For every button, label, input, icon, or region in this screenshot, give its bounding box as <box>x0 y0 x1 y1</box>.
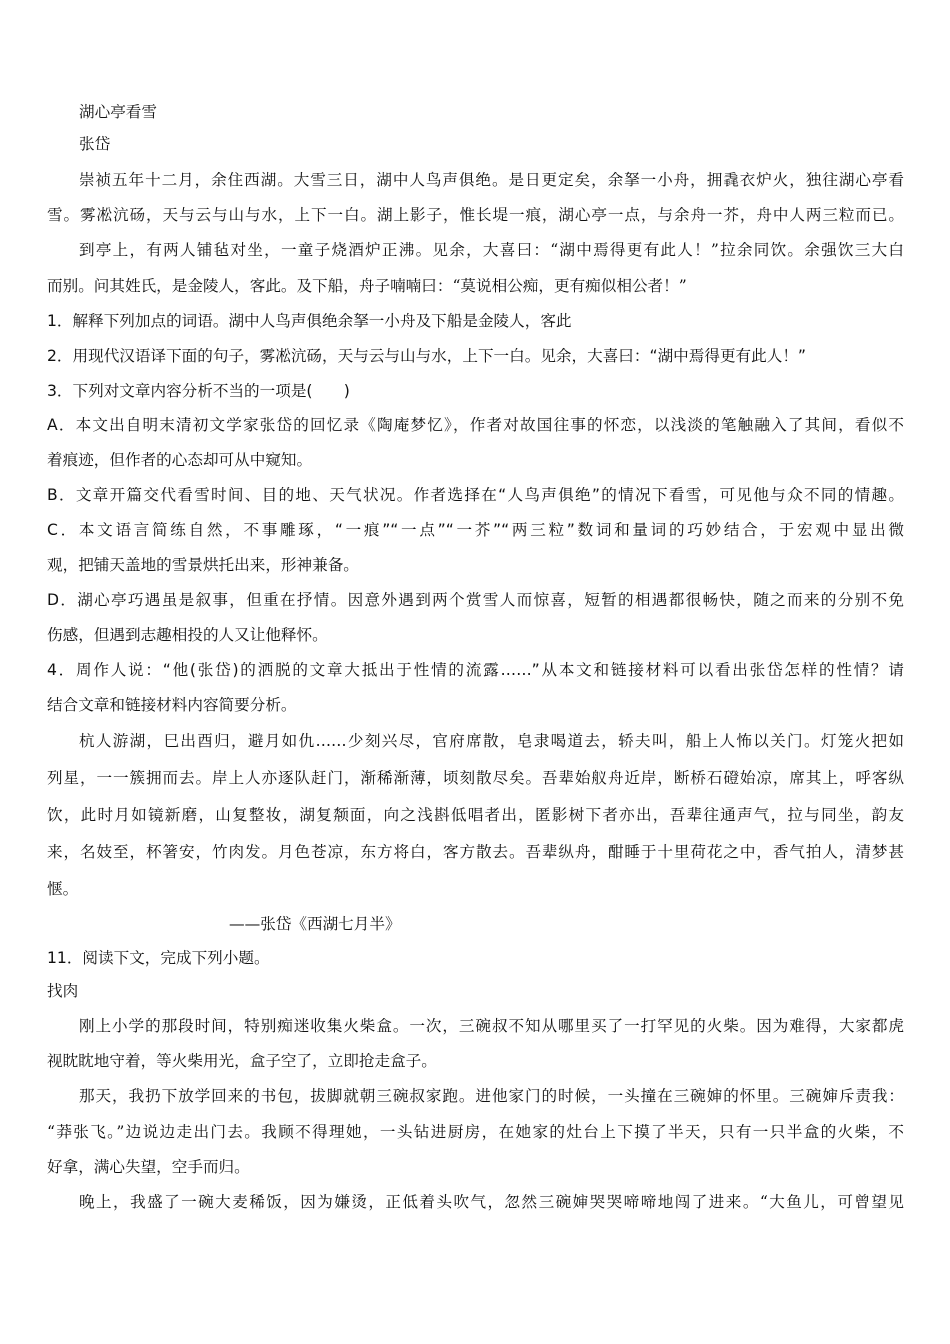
question-1: 1．解释下列加点的词语。湖中人鸟声俱绝余拏一小舟及下船是金陵人，客此 <box>47 312 572 330</box>
option-c-cont: 观，把铺天盖地的雪景烘托出来，形神兼备。 <box>47 556 359 574</box>
story-line: 晚上，我盛了一碗大麦稀饭，因为嫌烫，正低着头吹气，忽然三碗婶哭哭啼啼地闯了进来。“大鱼儿，可曾望见 <box>79 1193 904 1211</box>
passage-line: 雪。雾凇沆砀，天与云与山与水，上下一白。湖上影子，惟长堤一痕，湖心亭一点，与余舟一芥，舟中人两三粒而已。 <box>47 206 904 224</box>
story-line: 好拿，满心失望，空手而归。 <box>47 1158 250 1176</box>
passage-line: 崇祯五年十二月，余住西湖。大雪三日，湖中人鸟声俱绝。是日更定矣，余拏一小舟，拥毳衣炉火，独往湖心亭看 <box>79 171 904 189</box>
option-a: A．本文出自明末清初文学家张岱的回忆录《陶庵梦忆》，作者对故国往事的怀恋，以浅淡的笔触融入了其间，看似不 <box>47 416 904 434</box>
story-line: 视眈眈地守着，等火柴用光，盒子空了，立即抢走盒子。 <box>47 1052 437 1070</box>
story-line: “莽张飞。”边说边走出门去。我顾不得理她，一头钻进厨房，在她家的灶台上下摸了半天，只有一只半盒的火柴，不 <box>47 1123 904 1141</box>
option-d: D．湖心亭巧遇虽是叙事，但重在抒情。因意外遇到两个赏雪人而惊喜，短暂的相遇都很畅快，随之而来的分别不免 <box>47 591 904 609</box>
link-material-line: 来，名妓至，杯箸安，竹肉发。月色苍凉，东方将白，客方散去。吾辈纵舟，酣睡于十里荷花之中，香气拍人，清梦甚 <box>47 843 904 861</box>
story-line: 那天，我扔下放学回来的书包，拔脚就朝三碗叔家跑。进他家门的时候，一头撞在三碗婶的怀里。三碗婶斥责我： <box>79 1087 904 1105</box>
question-3: 3．下列对文章内容分析不当的一项是( ) <box>47 382 350 400</box>
link-material-line: 惬。 <box>47 880 79 898</box>
question-4-cont: 结合文章和链接材料内容简要分析。 <box>47 696 297 714</box>
question-11-heading: 11．阅读下文，完成下列小题。 <box>47 949 270 967</box>
link-material-source: ——张岱《西湖七月半》 <box>229 915 401 933</box>
option-c: C．本文语言简练自然，不事雕琢，“一痕”“一点”“一芥”“两三粒”数词和量词的巧妙结合，于宏观中显出微 <box>47 521 904 539</box>
link-material-line: 列星，一一簇拥而去。岸上人亦逐队赶门，渐稀渐薄，顷刻散尽矣。吾辈始舣舟近岸，断桥石磴始凉，席其上，呼客纵 <box>47 769 904 787</box>
story-line: 刚上小学的那段时间，特别痴迷收集火柴盒。一次，三碗叔不知从哪里买了一打罕见的火柴。因为难得，大家都虎 <box>79 1017 904 1035</box>
passage-title: 湖心亭看雪 <box>79 103 157 121</box>
option-d-cont: 伤感，但遇到志趣相投的人又让他释怀。 <box>47 626 328 644</box>
passage-line: 到亭上，有两人铺毡对坐，一童子烧酒炉正沸。见余，大喜曰：“湖中焉得更有此人！”拉余同饮。余强饮三大白 <box>79 241 904 259</box>
question-2: 2．用现代汉语译下面的句子，雾凇沆砀，天与云与山与水，上下一白。见余，大喜曰：“湖中焉得更有此人！” <box>47 347 806 365</box>
story-title: 找肉 <box>47 982 79 1000</box>
link-material-line: 杭人游湖，巳出酉归，避月如仇……少刻兴尽，官府席散，皂隶喝道去，轿夫叫，船上人怖以关门。灯笼火把如 <box>79 732 904 750</box>
passage-line: 而别。问其姓氏，是金陵人，客此。及下船，舟子喃喃曰：“莫说相公痴，更有痴似相公者！” <box>47 277 687 295</box>
option-b: B．文章开篇交代看雪时间、目的地、天气状况。作者选择在“人鸟声俱绝”的情况下看雪，可见他与众不同的情趣。 <box>47 486 904 504</box>
question-4: 4．周作人说：“他(张岱)的洒脱的文章大抵出于性情的流露……”从本文和链接材料可以看出张岱怎样的性情？请 <box>47 661 904 679</box>
option-a-cont: 着痕迹，但作者的心态却可从中窥知。 <box>47 451 313 469</box>
link-material-line: 饮，此时月如镜新磨，山复整妆，湖复颒面，向之浅斟低唱者出，匿影树下者亦出，吾辈往通声气，拉与同坐，韵友 <box>47 806 904 824</box>
passage-author: 张岱 <box>79 135 111 153</box>
